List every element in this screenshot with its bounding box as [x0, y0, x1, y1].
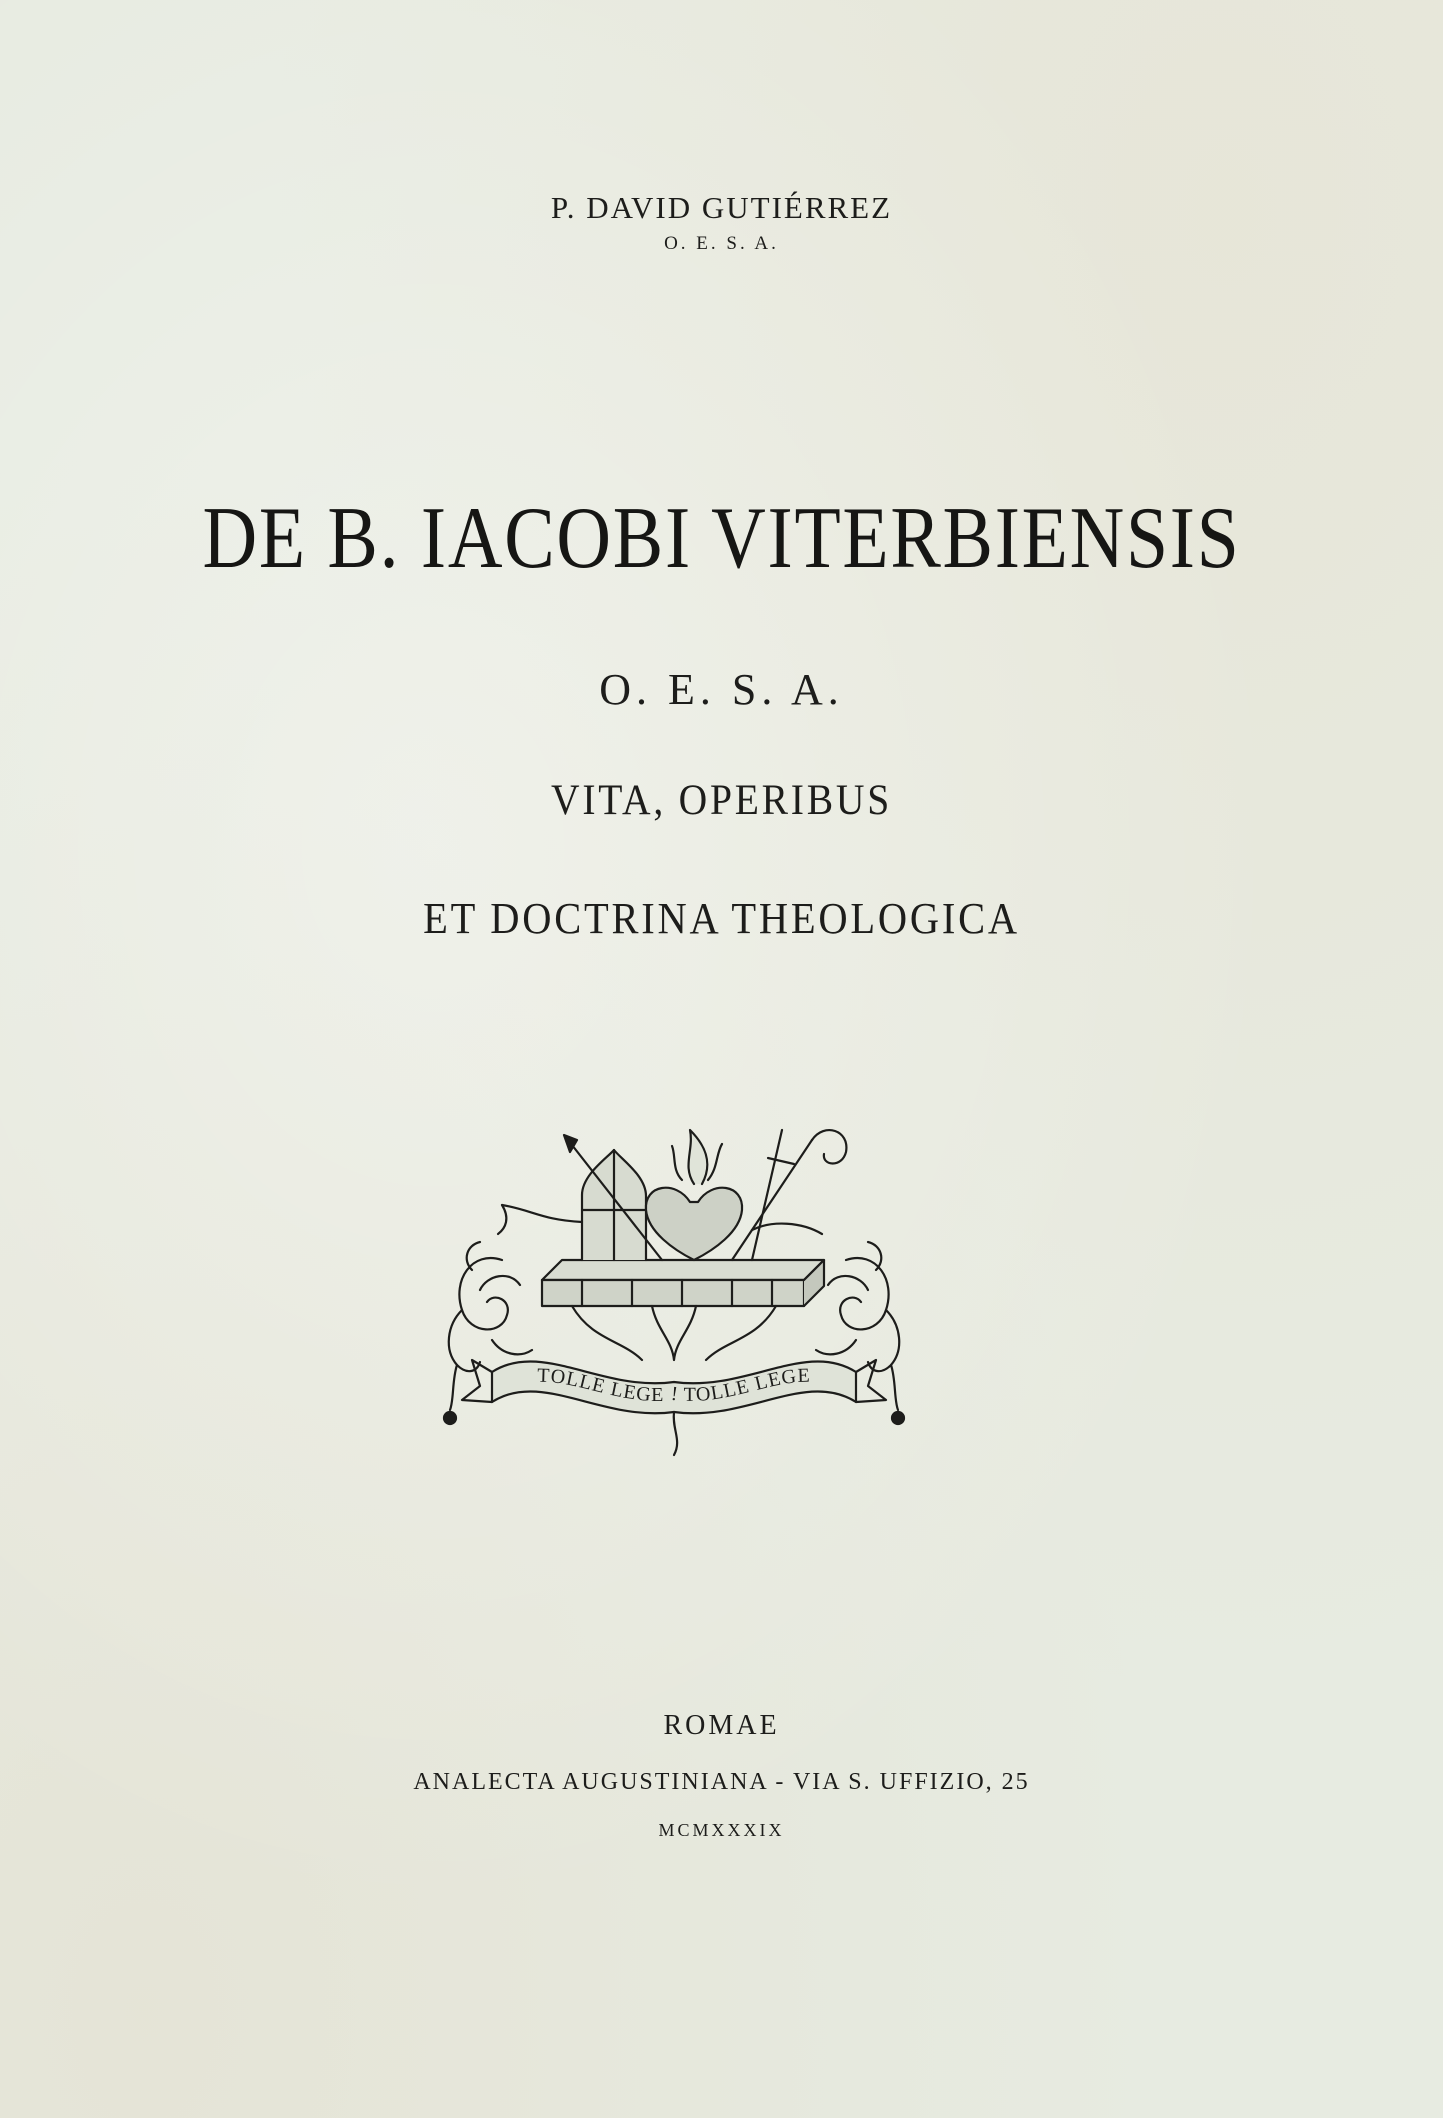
author-name: P. DAVID GUTIÉRREZ	[550, 190, 893, 225]
augustinian-emblem	[432, 1110, 916, 1466]
imprint-publisher: ANALECTA AUGUSTINIANA - VIA S. UFFIZIO, 25	[413, 1769, 1030, 1795]
subtitle-line-1: VITA, OPERIBUS	[550, 777, 892, 824]
emblem-motto: TOLLE LEGE ! TOLLE LEGE	[537, 1364, 812, 1406]
subtitle-line-2: ET DOCTRINA THEOLOGICA	[423, 894, 1020, 943]
subtitle-order: O. E. S. A.	[599, 665, 844, 714]
imprint-year: MCMXXXIX	[658, 1820, 785, 1840]
book-title: DE B. IACOBI VITERBIENSIS	[202, 490, 1241, 587]
author-order: O. E. S. A.	[664, 233, 779, 254]
imprint-place: ROMAE	[663, 1710, 780, 1741]
